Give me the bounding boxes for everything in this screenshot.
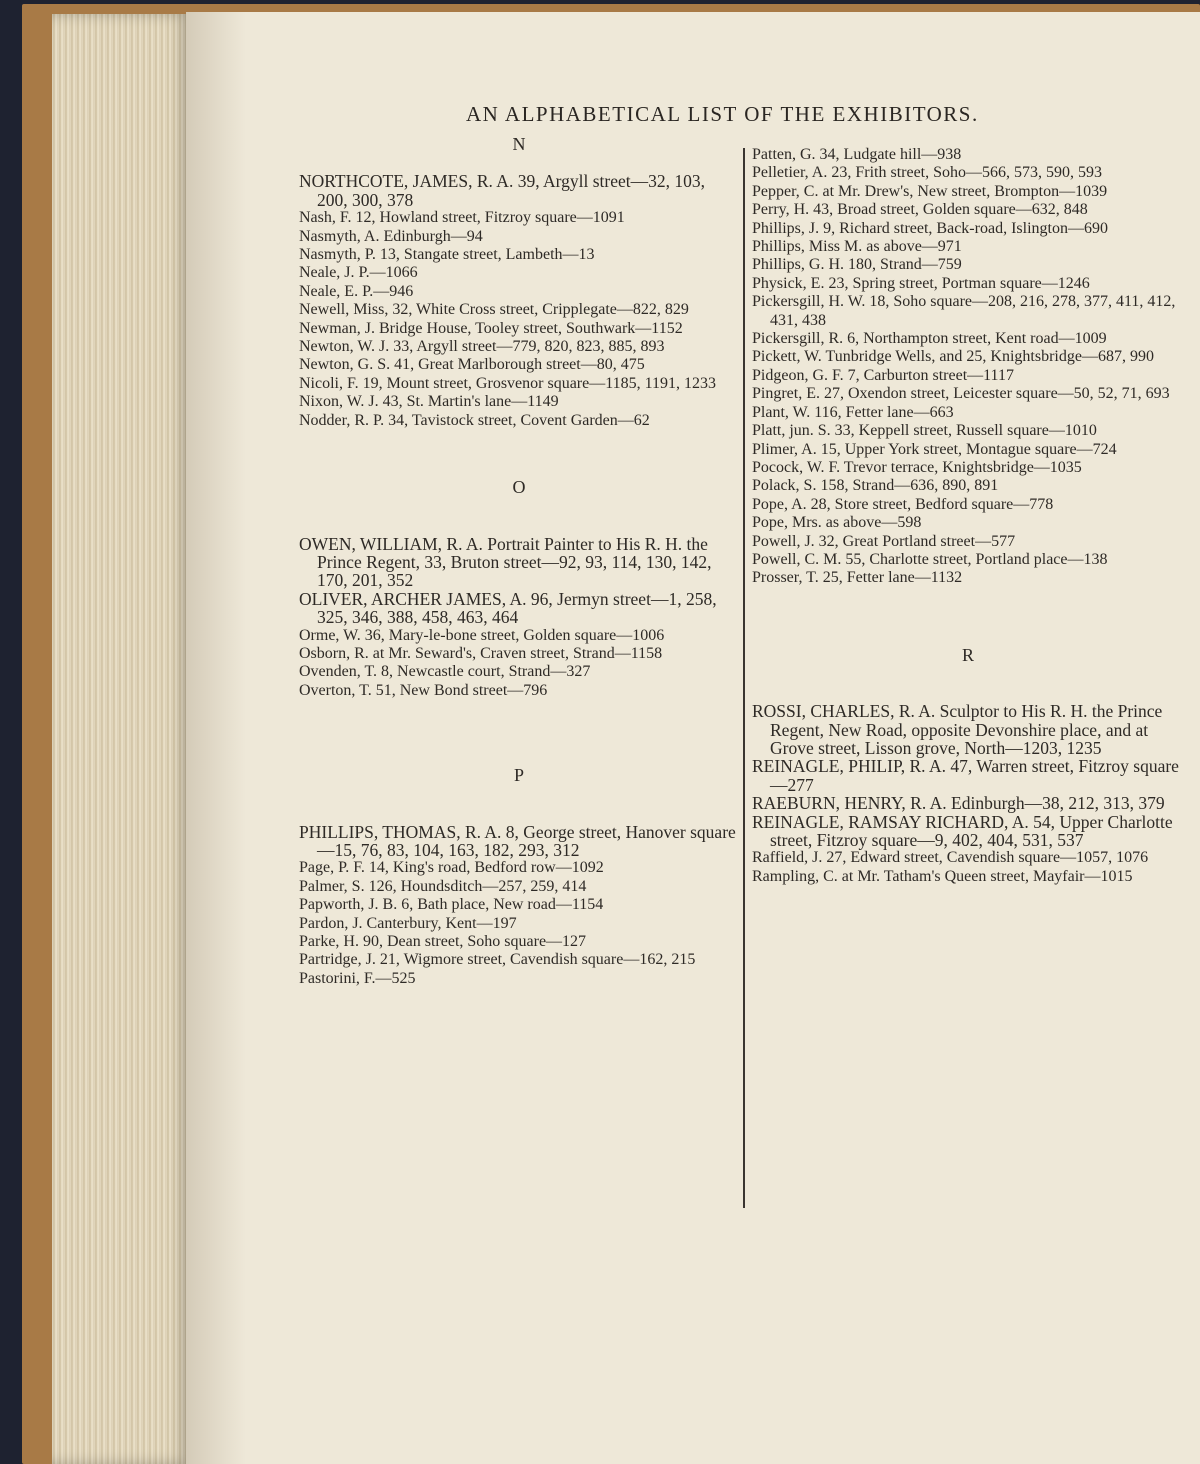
list-item: Pelletier, A. 23, Frith street, Soho—566, 573, 590, 593 xyxy=(752,164,1103,182)
list-item: Nasmyth, A. Edinburgh—94 xyxy=(299,227,483,245)
list-item: Platt, jun. S. 33, Keppell street, Russell square—1010 xyxy=(752,422,1097,440)
column-divider xyxy=(743,148,745,1208)
list-item: Neale, J. P.—1066 xyxy=(299,264,418,282)
list-item: Prosser, T. 25, Fetter lane—1132 xyxy=(752,569,963,587)
list-item: Powell, C. M. 55, Charlotte street, Portland place—138 xyxy=(752,550,1108,568)
list-item: Perry, H. 43, Broad street, Golden square—632, 848 xyxy=(752,201,1088,219)
list-item: Page, P. F. 14, King's road, Bedford row—1092 xyxy=(299,859,604,877)
list-item: Pickett, W. Tunbridge Wells, and 25, Knightsbridge—687, 990 xyxy=(752,348,1154,366)
list-item: RAEBURN, HENRY, R. A. Edinburgh—38, 212, 313, 379 xyxy=(752,793,1165,814)
list-item: PHILLIPS, THOMAS, R. A. 8, George street, Hanover square—15, 76, 83, 104, 163, 182, 293, 312 xyxy=(299,821,736,860)
list-item: Orme, W. 36, Mary-le-bone street, Golden square—1006 xyxy=(299,626,665,644)
right-column xyxy=(752,135,1184,886)
section-letter-n: N xyxy=(512,134,526,154)
list-item: Polack, S. 158, Strand—636, 890, 891 xyxy=(752,477,999,495)
list-item: Pardon, J. Canterbury, Kent—197 xyxy=(299,914,517,932)
list-item: Pocock, W. F. Trevor terrace, Knightsbridge—1035 xyxy=(752,458,1082,476)
list-item: Nicoli, F. 19, Mount street, Grosvenor square—1185, 1191, 1233 xyxy=(299,374,717,392)
list-item: Nash, F. 12, Howland street, Fitzroy square—1091 xyxy=(299,209,625,227)
page-edges xyxy=(52,14,192,1464)
list-item: Plimer, A. 15, Upper York street, Montague square—724 xyxy=(752,440,1117,458)
list-item: Powell, J. 32, Great Portland street—577 xyxy=(752,532,1016,550)
list-item: NORTHCOTE, JAMES, R. A. 39, Argyll street—32, 103, 200, 300, 378 xyxy=(299,171,705,210)
list-item: Nodder, R. P. 34, Tavistock street, Covent Garden—62 xyxy=(299,411,650,429)
list-item: Overton, T. 51, New Bond street—796 xyxy=(299,681,548,699)
list-item: OWEN, WILLIAM, R. A. Portrait Painter to His R. H. the Prince Regent, 33, Bruton street—92, 93, 114, 130, 142, 170, 201, 352 xyxy=(299,533,712,591)
section-letter-r: R xyxy=(961,644,974,665)
list-item: Phillips, J. 9, Richard street, Back-road, Islington—690 xyxy=(752,219,1108,237)
list-item: Pastorini, F.—525 xyxy=(299,969,416,987)
list-item: Rampling, C. at Mr. Tatham's Queen street, Mayfair—1015 xyxy=(752,867,1133,885)
list-item: Pickersgill, R. 6, Northampton street, Kent road—1009 xyxy=(752,330,1107,348)
list-item: Pope, A. 28, Store street, Bedford square—778 xyxy=(752,495,1054,513)
list-item: Pepper, C. at Mr. Drew's, New street, Brompton—1039 xyxy=(752,182,1108,200)
list-item: Raffield, J. 27, Edward street, Cavendish square—1057, 1076 xyxy=(752,849,1149,867)
list-item: Palmer, S. 126, Houndsditch—257, 259, 414 xyxy=(299,877,587,895)
list-item: Nasmyth, P. 13, Stangate street, Lambeth—13 xyxy=(299,246,595,264)
list-item: Pope, Mrs. as above—598 xyxy=(752,514,922,532)
list-item: Neale, E. P.—946 xyxy=(299,282,414,300)
list-item: REINAGLE, RAMSAY RICHARD, A. 54, Upper Charlotte street, Fitzroy square—9, 402, 404, 531, 537 xyxy=(752,811,1173,850)
list-item: Physick, E. 23, Spring street, Portman square—1246 xyxy=(752,274,1090,292)
list-item: Papworth, J. B. 6, Bath place, New road—1154 xyxy=(299,896,604,914)
list-item: Newton, W. J. 33, Argyll street—779, 820, 823, 885, 893 xyxy=(299,338,665,356)
list-item: Osborn, R. at Mr. Seward's, Craven street, Strand—1158 xyxy=(299,644,663,662)
list-item: Plant, W. 116, Fetter lane—663 xyxy=(752,403,954,421)
list-item: Newton, G. S. 41, Great Marlborough street—80, 475 xyxy=(299,356,645,374)
list-item: REINAGLE, PHILIP, R. A. 47, Warren street, Fitzroy square—277 xyxy=(752,756,1179,795)
list-item: Nixon, W. J. 43, St. Martin's lane—1149 xyxy=(299,393,559,411)
list-item: ROSSI, CHARLES, R. A. Sculptor to His R. H. the Prince Regent, New Road, opposite Devonshire place, and at Grove street, Lisson grove, North—1203, 1235 xyxy=(752,701,1163,758)
list-item: Ovenden, T. 8, Newcastle court, Strand—327 xyxy=(299,663,591,681)
page-header: AN ALPHABETICAL LIST OF THE EXHIBITORS. xyxy=(466,102,979,126)
list-item: Newell, Miss, 32, White Cross street, Cripplegate—822, 829 xyxy=(299,301,689,319)
list-item: Phillips, Miss M. as above—971 xyxy=(752,238,962,256)
list-item: Pidgeon, G. F. 7, Carburton street—1117 xyxy=(752,366,1014,384)
list-item: Parke, H. 90, Dean street, Soho square—127 xyxy=(299,933,587,950)
list-item: OLIVER, ARCHER JAMES, A. 96, Jermyn street—1, 258, 325, 346, 388, 458, 463, 464 xyxy=(299,588,717,628)
list-item: Pickersgill, H. W. 18, Soho square—208, 216, 278, 377, 411, 412, 431, 438 xyxy=(752,293,1176,329)
section-letter-o: O xyxy=(512,477,526,498)
list-item: Phillips, G. H. 180, Strand—759 xyxy=(752,256,962,274)
section-letter-p: P xyxy=(513,765,524,786)
list-item: Newman, J. Bridge House, Tooley street, Southwark—1152 xyxy=(299,319,683,337)
list-item: Pingret, E. 27, Oxendon street, Leicester square—50, 52, 71, 693 xyxy=(752,385,1170,403)
list-item: Patten, G. 34, Ludgate hill—938 xyxy=(752,146,962,163)
list-item: Partridge, J. 21, Wigmore street, Cavendish square—162, 215 xyxy=(299,951,696,969)
left-column xyxy=(299,135,739,988)
